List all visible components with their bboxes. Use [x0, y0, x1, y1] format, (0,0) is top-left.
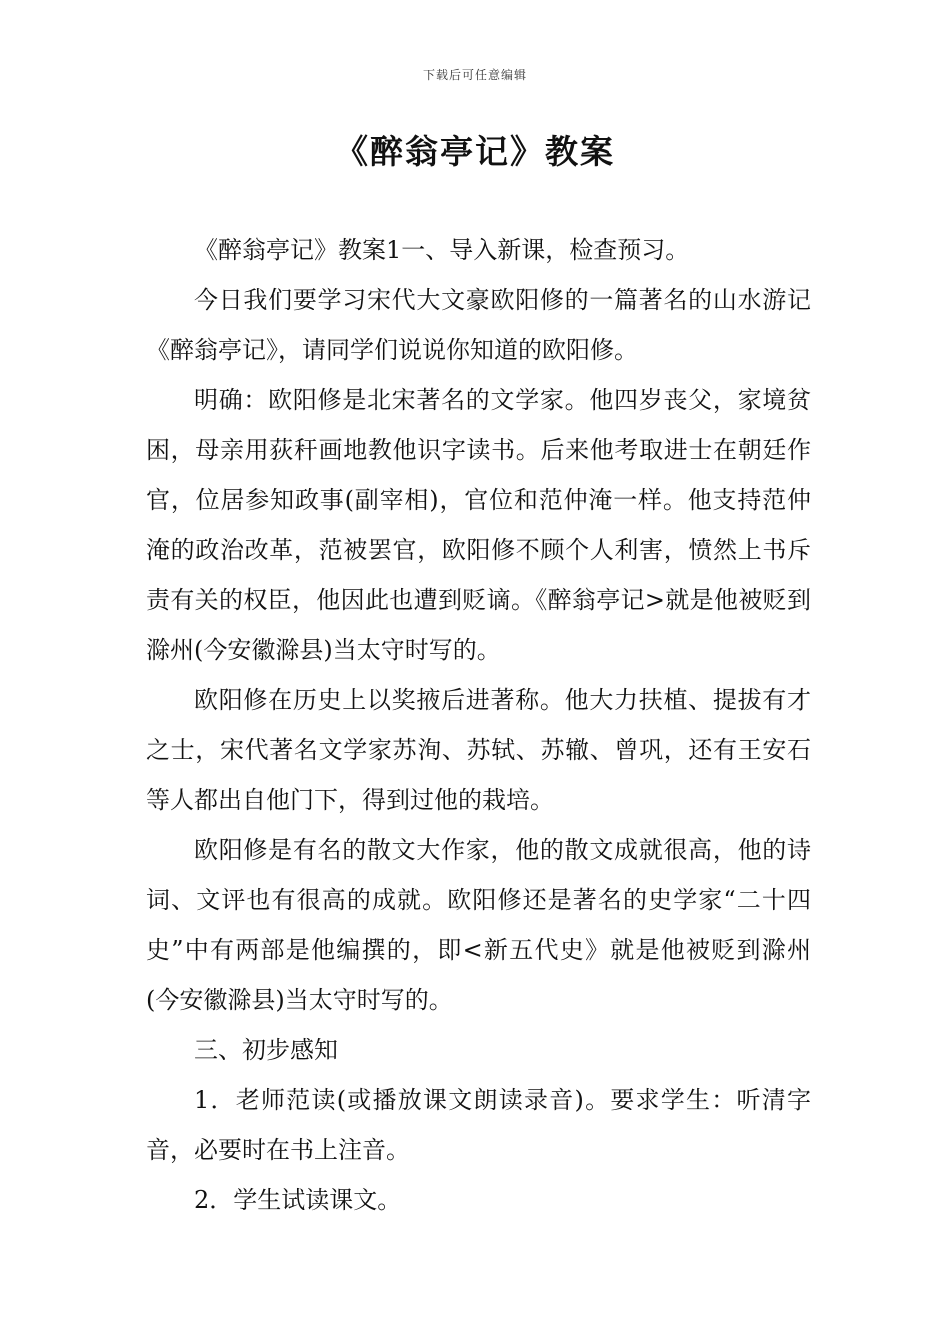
list-item-2: 2．学生试读课文。: [194, 1186, 402, 1214]
list-item-1: 1．老师范读(或播放课文朗读录音)。要求学生：听清字音，必要时在书上注音。: [146, 1086, 811, 1164]
paragraph-promotion: 欧阳修在历史上以奖掖后进著称。他大力扶植、提拔有才之士，宋代著名文学家苏洵、苏轼、苏辙、曾巩，还有王安石等人都出自他门下，得到过他的栽培。: [146, 686, 811, 814]
paragraph-prose: 欧阳修是有名的散文大作家，他的散文成就很高，他的诗词、文评也有很高的成就。欧阳修还是著名的史学家“二十四史”中有两部是他编撰的，即<新五代史》就是他被贬到滁州(今安徽滁县)当太守时写的。: [146, 836, 811, 1014]
section-heading: 三、初步感知: [194, 1036, 338, 1064]
header-note: 下载后可任意编辑: [422, 68, 527, 82]
paragraph-lead: 今日我们要学习宋代大文豪欧阳修的一篇著名的山水游记《醉翁亭记》，请同学们说说你知道的欧阳修。: [146, 286, 811, 364]
paragraph-intro: 《醉翁亭记》教案1一、导入新课，检查预习。: [194, 236, 690, 264]
paragraph-clarify: 明确：欧阳修是北宋著名的文学家。他四岁丧父，家境贫困，母亲用荻秆画地教他识字读书。后来他考取进士在朝廷作官，位居参知政事(副宰相)，官位和范仲淹一样。他支持范仲淹的政治改革，范被罢官，欧阳修不顾个人利害，愤然上书斥责有关的权臣，他因此也遭到贬谪。《醉翁亭记>就是他被贬到滁州(今安徽滁县)当太守时写的。: [146, 386, 811, 664]
document-title: 《醉翁亭记》教案: [335, 132, 615, 171]
document-body: [146, 225, 811, 1225]
